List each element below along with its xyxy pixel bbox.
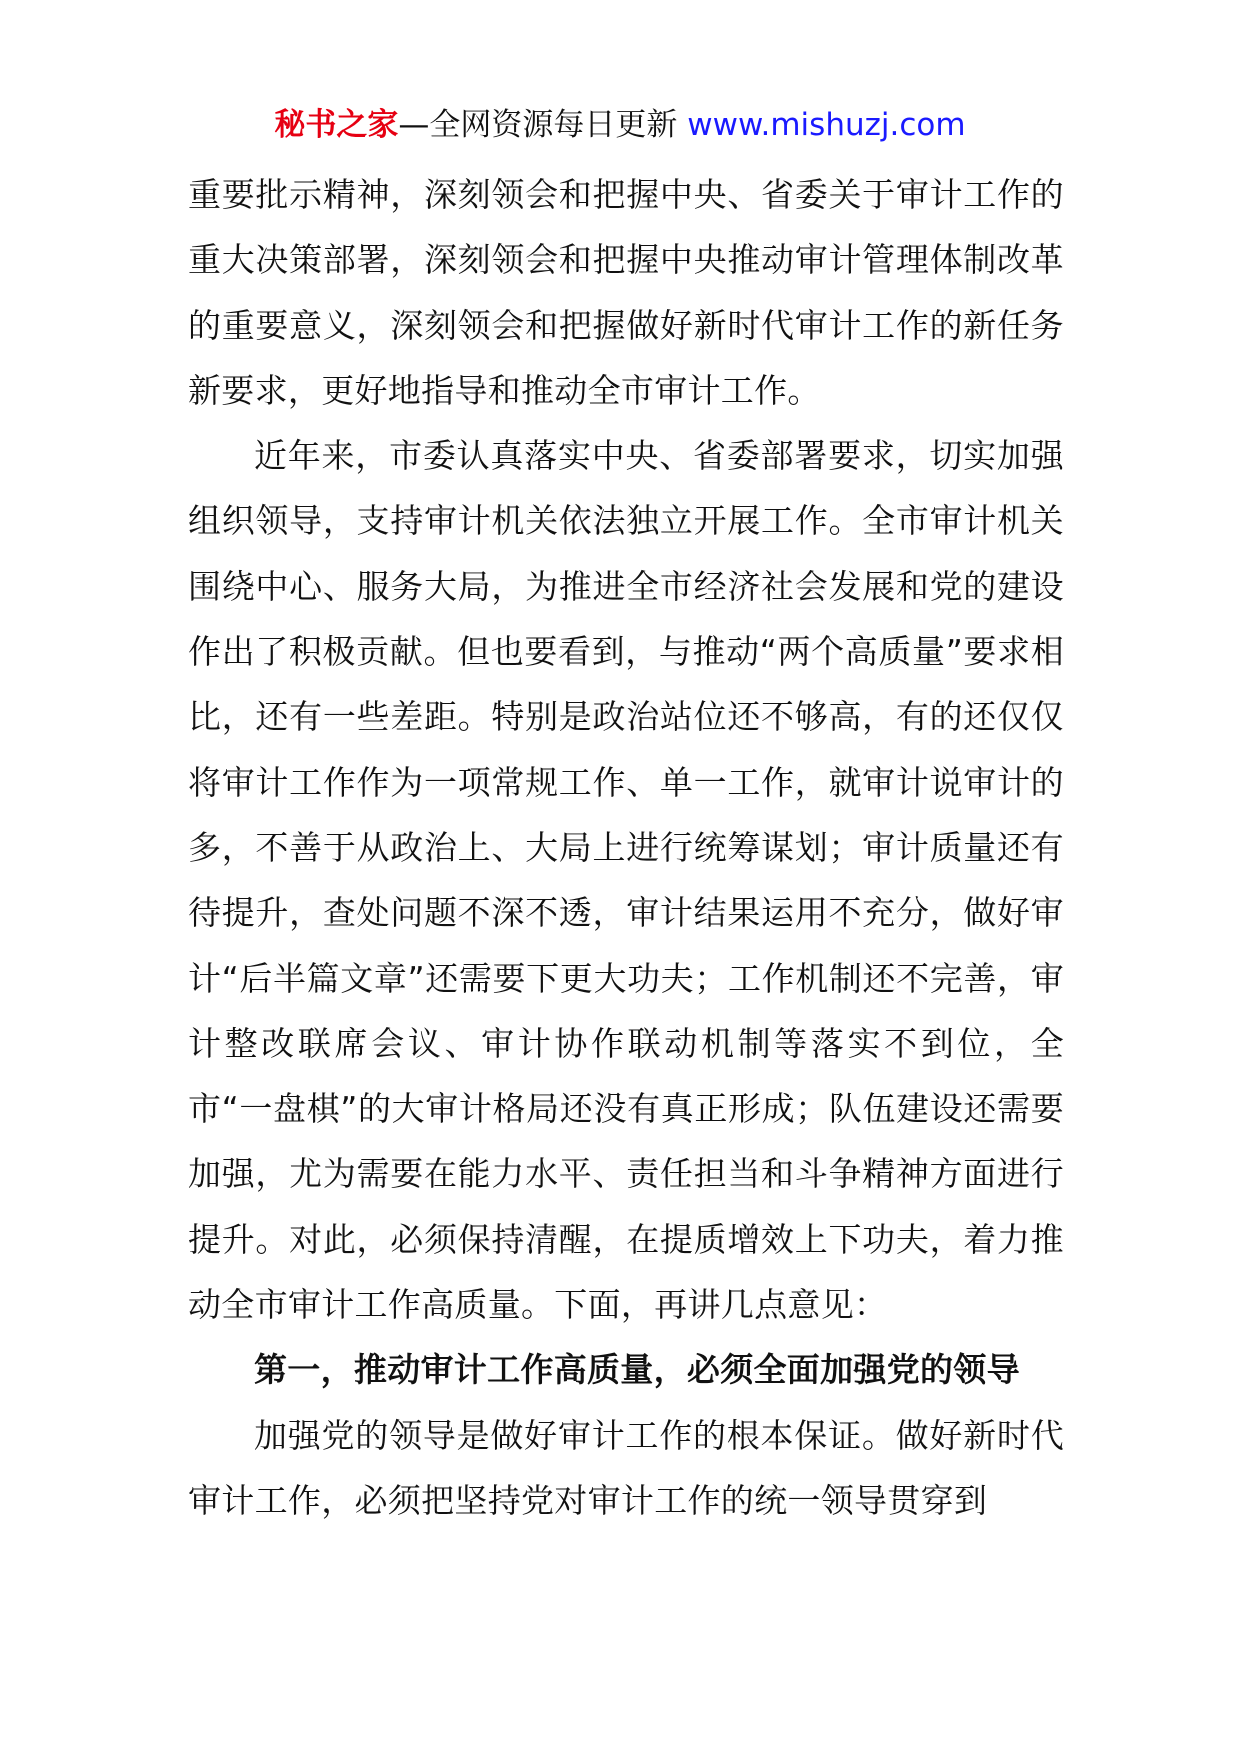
section-heading: 第一，推动审计工作高质量，必须全面加强党的领导 — [254, 1350, 1020, 1390]
site-tagline: —全网资源每日更新 — [398, 107, 688, 143]
paragraph-1: 重要批示精神，深刻领会和把握中央、省委关于审计工作的重大决策部署，深刻领会和把握中央推动审计管理体制改革的重要意义，深刻领会和把握做好新时代审计工作的新任务新要求，更好地指导和推动全市审计工作。 — [188, 175, 1064, 410]
document-body — [188, 162, 1064, 1533]
paragraph-3: 加强党的领导是做好审计工作的根本保证。做好新时代审计工作，必须把坚持党对审计工作的统一领导贯穿到 — [188, 1415, 1064, 1520]
page-header — [0, 100, 1240, 150]
paragraph-2: 近年来，市委认真落实中央、省委部署要求，切实加强组织领导，支持审计机关依法独立开展工作。全市审计机关围绕中心、服务大局，为推进全市经济社会发展和党的建设作出了积极贡献。但也要看到，与推动“两个高质量”要求相比，还有一些差距。特别是政治站位还不够高，有的还仅仅将审计工作作为一项常规工作、单一工作，就审计说审计的多，不善于从政治上、大局上进行统筹谋划；审计质量还有待提升，查处问题不深不透，审计结果运用不充分，做好审计“后半篇文章”还需要下更大功夫；工作机制还不完善，审计整改联席会议、审计协作联动机制等落实不到位，全市“一盘棋”的大审计格局还没有真正形成；队伍建设还需要加强，尤为需要在能力水平、责任担当和斗争精神方面进行提升。对此，必须保持清醒，在提质增效上下功夫，着力推动全市审计工作高质量。下面，再讲几点意见： — [188, 436, 1064, 1325]
site-brand: 秘书之家 — [274, 107, 399, 143]
site-url-link[interactable]: www.mishuzj.com — [687, 107, 966, 143]
